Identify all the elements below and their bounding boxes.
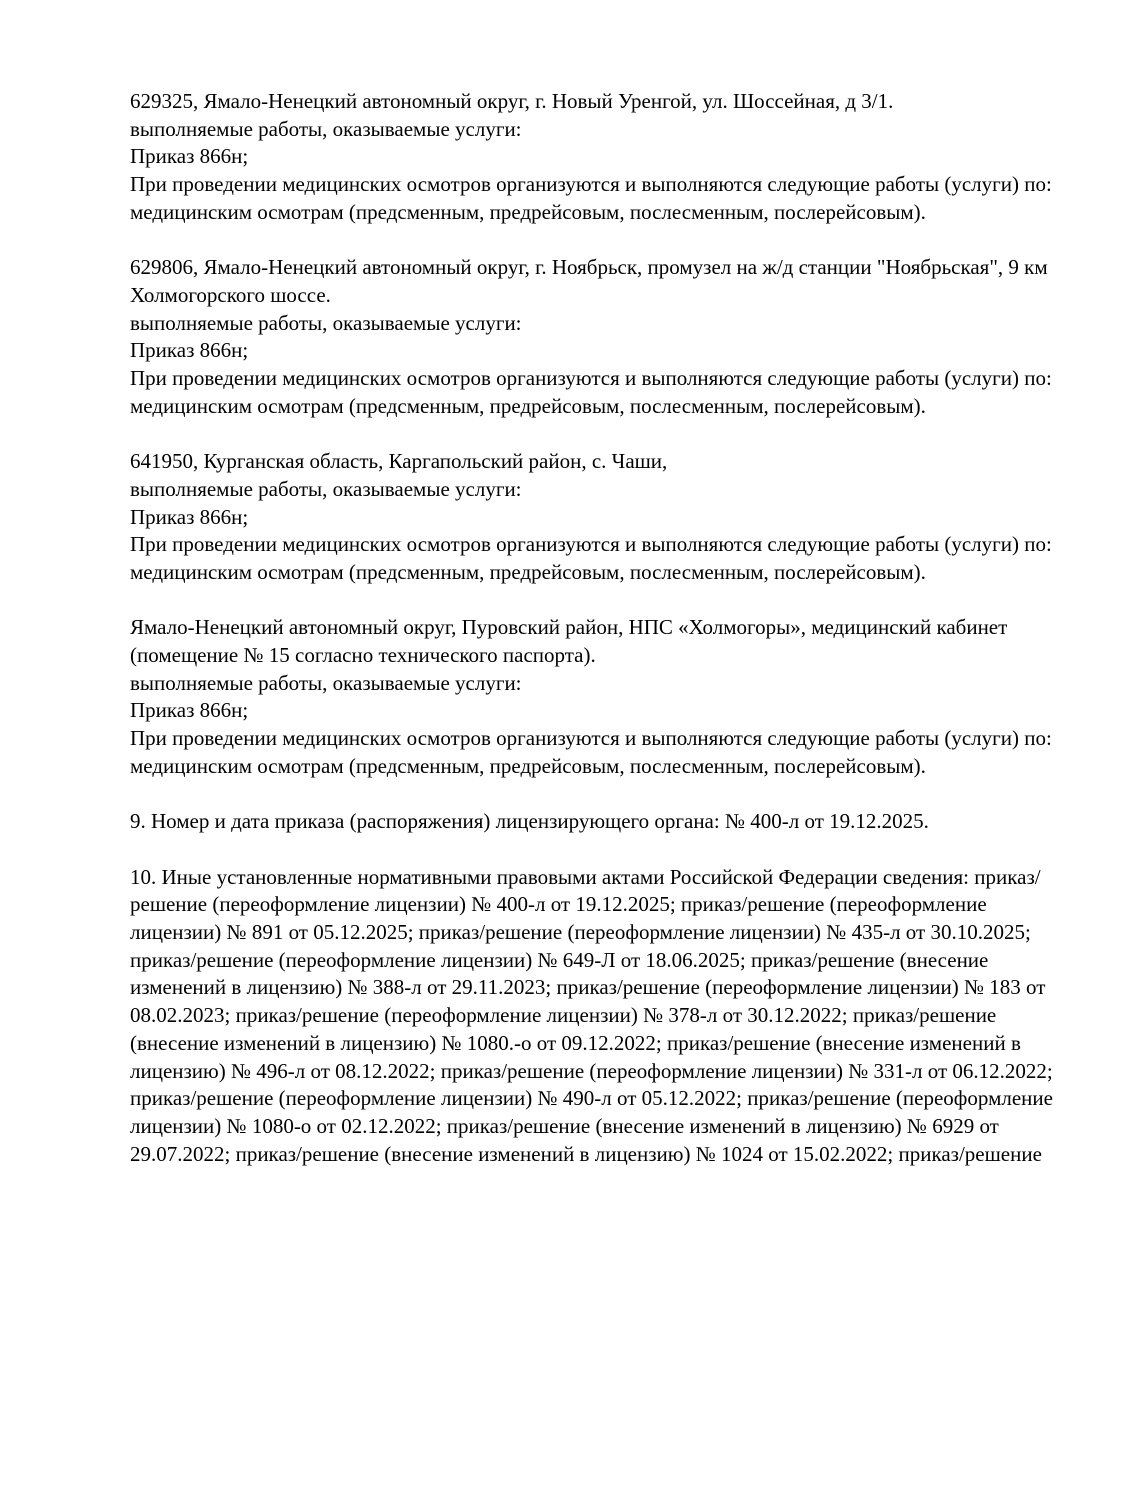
location-block-4: [130, 614, 1075, 780]
service-item: медицинским осмотрам (предсменным, предрейсовым, послесменным, послерейсовым).: [130, 199, 926, 224]
location-address: Ямало-Ненецкий автономный округ, Пуровский район, НПС «Холмогоры», медицинский кабинет (помещение № 15 согласно технического паспорта).: [130, 615, 1008, 668]
works-services-label: выполняемые работы, оказываемые услуги:: [130, 670, 522, 695]
location-address: 629806, Ямало-Ненецкий автономный округ, г. Ноябрьск, промузел на ж/д станции "Ноябрьская", 9 км Холмогорского шоссе.: [130, 255, 1048, 307]
item-9-text: 9. Номер и дата приказа (распоряжения) лицензирующего органа: № 400-л от 19.12.2025.: [130, 809, 929, 834]
works-services-label: выполняемые работы, оказываемые услуги:: [130, 116, 522, 141]
works-intro: При проведении медицинских осмотров организуются и выполняются следующие работы (услуги) по:: [130, 366, 1052, 391]
location-address: 641950, Курганская область, Каргапольский район, с. Чаши,: [130, 449, 668, 474]
location-block-2: [130, 254, 1075, 420]
order-reference: Приказ 866н;: [130, 698, 249, 723]
location-block-3: [130, 448, 1075, 587]
order-reference: Приказ 866н;: [130, 144, 249, 169]
item-10-other-information: [130, 864, 1075, 1169]
document-body: [130, 88, 1075, 1168]
service-item: медицинским осмотрам (предсменным, предрейсовым, послесменным, послерейсовым).: [130, 559, 926, 584]
works-services-label: выполняемые работы, оказываемые услуги:: [130, 310, 522, 335]
service-item: медицинским осмотрам (предсменным, предрейсовым, послесменным, послерейсовым).: [130, 753, 926, 778]
works-intro: При проведении медицинских осмотров организуются и выполняются следующие работы (услуги) по:: [130, 532, 1052, 557]
works-intro: При проведении медицинских осмотров организуются и выполняются следующие работы (услуги) по:: [130, 172, 1052, 197]
item-10-text: 10. Иные установленные нормативными правовыми актами Российской Федерации сведения: приказ/решение (переоформление лицензии) № 400-л от 19.12.2025; приказ/решение (переоформление лицензии) № 891 от 05.12.2025; приказ/решение (переоформление лицензии) № 435-л от 30.10.2025; приказ/решение (переоформление лицензии) № 649-Л от 18.06.2025; приказ/решение (внесение изменений в лицензию) № 388-л от 29.11.2023; приказ/решение (переоформление лицензии) № 183 от 08.02.2023; приказ/решение (переоформление лицензии) № 378-л от 30.12.2022; приказ/решение (внесение изменений в лицензию) № 1080.-о от 09.12.2022; приказ/решение (внесение изменений в лицензию) № 496-л от 08.12.2022; приказ/решение (переоформление лицензии) № 331-л от 06.12.2022; приказ/решение (переоформление лицензии) № 490-л от 05.12.2022; приказ/решение (переоформление лицензии) № 1080-о от 02.12.2022; приказ/решение (внесение изменений в лицензию) № 6929 от 29.07.2022; приказ/решение (внесение изменений в лицензию) № 1024 от 15.02.2022; приказ/решение: [130, 864, 1053, 1166]
order-reference: Приказ 866н;: [130, 504, 249, 529]
service-item: медицинским осмотрам (предсменным, предрейсовым, послесменным, послерейсовым).: [130, 393, 926, 418]
works-services-label: выполняемые работы, оказываемые услуги:: [130, 476, 522, 501]
works-intro: При проведении медицинских осмотров организуются и выполняются следующие работы (услуги) по:: [130, 726, 1052, 751]
location-block-1: [130, 88, 1075, 227]
location-address: 629325, Ямало-Ненецкий автономный округ, г. Новый Уренгой, ул. Шоссейная, д 3/1.: [130, 89, 894, 113]
order-reference: Приказ 866н;: [130, 338, 249, 363]
item-9-licensing-order: [130, 808, 1075, 836]
